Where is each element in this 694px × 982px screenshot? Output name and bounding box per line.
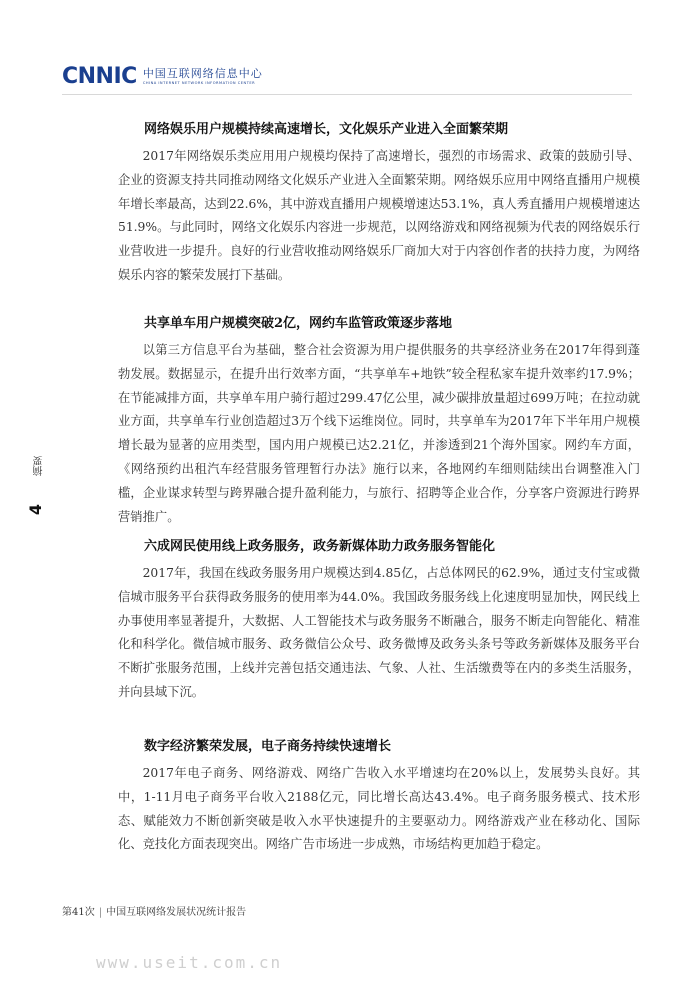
report-footer (62, 903, 246, 918)
logo-org-name (143, 67, 263, 86)
section-paragraph: 2017年，我国在线政务服务用户规模达到4.85亿，占总体网民的62.9%，通过支付宝或微信城市服务平台获得政务服务的使用率为44.0%。我国政务服务线上化速度明显加快，网民线上办事使用率显著提升，大数据、人工智能技术与政务服务不断融合，服务不断走向智能化、精准化和科学化。微信城市服务、政务微信公众号、政务微博及政务头条号等政务新媒体及服务平台不断扩张服务范围，上线并完善包括交通违法、气象、人社、生活缴费等在内的多类生活服务，并向县域下沉。 (118, 566, 640, 699)
footer-separator: | (98, 907, 103, 918)
site-watermark: www.useit.com.cn (96, 953, 283, 972)
section-bike-sharing (118, 315, 640, 529)
report-title: 中国互联网络发展状况统计报告 (106, 907, 247, 918)
section-paragraph: 2017年网络娱乐类应用用户规模均保持了高速增长，强烈的市场需求、政策的鼓励引导、企业的资源支持共同推动网络文化娱乐产业进入全面繁荣期。网络娱乐应用中网络直播用户规模年增长率最高，达到22.6%，其中游戏直播用户规模增速达53.1%，真人秀直播用户规模增速达51.9%。与此同时，网络文化娱乐内容进一步规范，以网络游戏和网络视频为代表的网络娱乐行业营收进一步提升。良好的行业营收推动网络娱乐厂商加大对于内容创作者的扶持力度，为网络娱乐内容的繁荣发展打下基础。 (118, 149, 640, 282)
section-paragraph: 2017年电子商务、网络游戏、网络广告收入水平增速均在20%以上，发展势头良好。其中，1-11月电子商务平台收入2188亿元，同比增长高达43.4%。电子商务服务模式、技术形态、赋能效力不断创新突破是收入水平快速提升的主要驱动力。网络游戏产业在移动化、国际化、竞技化方面表现突出。网络广告市场进一步成熟，市场结构更加趋于稳定。 (118, 766, 640, 852)
logo-text-latin: CNNIC (62, 63, 137, 89)
section-entertainment (118, 121, 640, 288)
report-edition: 第41次 (62, 907, 95, 918)
logo-org-name-en: CHINA INTERNET NETWORK INFORMATION CENTER (142, 80, 256, 85)
page-number: 4 (26, 503, 46, 516)
section-paragraph: 以第三方信息平台为基础，整合社会资源为用户提供服务的共享经济业务在2017年得到蓬勃发展。数据显示，在提升出行效率方面，“共享单车+地铁”较全程私家车提升效率约17.9%；在节能减排方面，共享单车用户骑行超过299.47亿公里，减少碳排放量超过699万吨；在拉动就业方面，共享单车行业创造超过3万个线下运维岗位。同时，共享单车为2017年下半年用户规模增长最为显著的应用类型，国内用户规模已达2.21亿，并渗透到21个海外国家。网约车方面，《网络预约出租汽车经营服务管理暂行办法》施行以来，各地网约车细则陆续出台调整准入门槛，企业谋求转型与跨界融合提升盈利能力，与旅行、招聘等企业合作，分享客户资源进行跨界营销推广。 (118, 343, 640, 524)
section-heading: 数字经济繁荣发展，电子商务持续快速增长 (144, 739, 392, 754)
page-sidebar (26, 456, 46, 516)
section-digital-economy (118, 738, 640, 857)
section-heading: 六成网民使用线上政务服务，政务新媒体助力政务服务智能化 (144, 539, 496, 554)
section-heading: 网络娱乐用户规模持续高速增长，文化娱乐产业进入全面繁荣期 (144, 122, 509, 137)
header-divider (62, 94, 632, 95)
section-label: 摘要 (34, 456, 45, 476)
report-header (62, 62, 263, 90)
cnnic-logo (62, 64, 137, 89)
logo-org-name-cn: 中国互联网络信息中心 (142, 66, 263, 80)
section-e-government (118, 538, 640, 705)
section-heading: 共享单车用户规模突破2亿，网约车监管政策逐步落地 (144, 316, 453, 331)
